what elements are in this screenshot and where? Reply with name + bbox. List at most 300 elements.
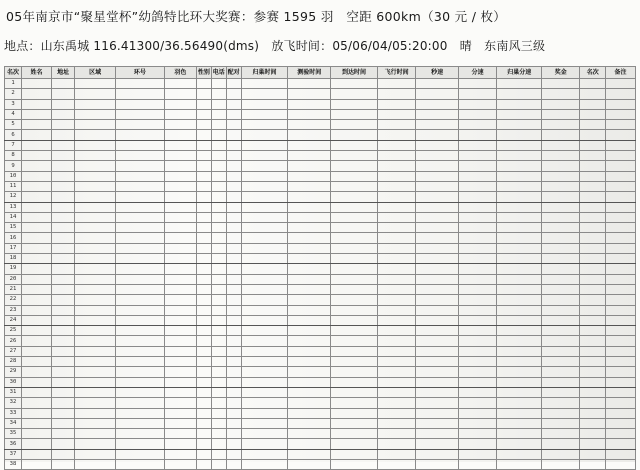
table-cell [211,243,226,253]
table-cell [580,284,606,294]
table-cell [288,264,331,274]
table-cell [51,336,74,346]
table-cell [211,305,226,315]
table-cell [75,264,116,274]
table-cell: 20 [5,274,22,284]
table-cell [458,305,496,315]
table-cell [458,243,496,253]
table-cell [542,192,580,202]
table-cell [458,233,496,243]
table-cell [115,387,164,397]
table-cell [497,398,542,408]
table-cell [22,377,52,387]
table-cell [226,295,241,305]
table-cell [606,171,636,181]
table-cell [51,439,74,449]
table-row [5,274,636,284]
column-header: 分速 [458,67,496,79]
table-cell [288,305,331,315]
table-cell [377,254,415,264]
table-cell [542,429,580,439]
table-cell: 7 [5,140,22,150]
table-cell [75,254,116,264]
table-cell [51,130,74,140]
table-cell [115,305,164,315]
table-cell [115,284,164,294]
table-cell [196,254,211,264]
table-cell [22,254,52,264]
table-cell [331,192,378,202]
table-cell [241,79,288,89]
table-cell [606,120,636,130]
table-cell [377,449,415,459]
table-cell [416,295,459,305]
table-cell: 9 [5,161,22,171]
table-cell [164,264,196,274]
table-cell [115,336,164,346]
table-cell [331,233,378,243]
table-cell [416,357,459,367]
table-row [5,346,636,356]
table-cell [164,449,196,459]
table-cell [115,439,164,449]
table-cell: 17 [5,243,22,253]
table-cell [497,171,542,181]
table-cell [458,140,496,150]
table-cell [416,398,459,408]
table-cell: 29 [5,367,22,377]
table-cell [75,171,116,181]
table-cell [580,274,606,284]
table-cell [580,161,606,171]
table-cell [542,459,580,469]
table-cell [580,346,606,356]
table-cell [164,181,196,191]
table-cell [115,151,164,161]
table-cell [288,398,331,408]
table-cell [331,418,378,428]
table-cell [331,429,378,439]
table-cell [497,357,542,367]
table-cell [416,418,459,428]
table-cell [416,326,459,336]
table-cell [377,377,415,387]
table-cell [51,120,74,130]
table-cell [606,346,636,356]
table-cell [51,181,74,191]
table-cell [580,181,606,191]
table-cell [226,130,241,140]
table-cell [497,336,542,346]
table-cell [497,202,542,212]
table-cell: 11 [5,181,22,191]
table-cell [22,181,52,191]
table-cell [458,357,496,367]
table-cell [164,223,196,233]
table-cell [196,202,211,212]
table-row [5,130,636,140]
table-cell [416,243,459,253]
table-cell [377,140,415,150]
table-cell [542,449,580,459]
table-cell [458,109,496,119]
table-cell [51,202,74,212]
table-cell [288,315,331,325]
table-row [5,171,636,181]
table-cell [75,109,116,119]
table-cell [497,109,542,119]
table-cell: 2 [5,89,22,99]
table-cell [288,120,331,130]
table-cell [75,315,116,325]
table-cell [164,295,196,305]
table-cell [226,181,241,191]
table-cell [241,315,288,325]
table-row [5,295,636,305]
table-cell [226,109,241,119]
table-cell [606,161,636,171]
table-cell [196,408,211,418]
table-cell: 21 [5,284,22,294]
column-header: 归巢时间 [241,67,288,79]
table-cell [196,120,211,130]
table-cell [75,89,116,99]
table-cell [164,89,196,99]
table-cell [115,398,164,408]
table-cell [211,192,226,202]
table-cell [331,264,378,274]
table-cell [241,274,288,284]
table-cell: 19 [5,264,22,274]
table-cell [580,233,606,243]
table-cell [115,264,164,274]
table-row [5,357,636,367]
table-cell [288,254,331,264]
table-cell [22,357,52,367]
column-header: 区域 [75,67,116,79]
table-cell: 14 [5,212,22,222]
table-cell [22,305,52,315]
table-cell [196,315,211,325]
table-row [5,109,636,119]
table-cell [115,89,164,99]
table-cell [288,223,331,233]
table-cell [196,418,211,428]
table-row [5,315,636,325]
table-cell [542,315,580,325]
table-cell [196,357,211,367]
table-cell [226,140,241,150]
table-cell [196,171,211,181]
table-cell [196,264,211,274]
table-cell [75,284,116,294]
table-cell [606,79,636,89]
table-cell [580,140,606,150]
table-cell [542,181,580,191]
table-cell [377,89,415,99]
table-cell [331,367,378,377]
table-cell [542,202,580,212]
table-cell [75,120,116,130]
table-cell [377,284,415,294]
table-cell [241,284,288,294]
table-cell [331,212,378,222]
table-cell [196,233,211,243]
table-cell [542,336,580,346]
table-cell [416,305,459,315]
table-cell [416,212,459,222]
table-cell [606,284,636,294]
table-cell [164,439,196,449]
table-cell [542,140,580,150]
table-cell [211,274,226,284]
table-cell [542,326,580,336]
table-cell [458,151,496,161]
table-cell [288,449,331,459]
table-cell [458,181,496,191]
table-cell [75,418,116,428]
table-cell: 13 [5,202,22,212]
table-cell [497,346,542,356]
table-cell [288,109,331,119]
table-cell [115,140,164,150]
table-cell [377,326,415,336]
table-cell: 10 [5,171,22,181]
table-cell [606,181,636,191]
table-cell [288,140,331,150]
table-cell [226,254,241,264]
table-row [5,336,636,346]
table-cell [196,387,211,397]
table-cell [22,449,52,459]
table-cell [497,223,542,233]
table-cell [542,295,580,305]
table-cell [542,346,580,356]
results-table [4,66,636,470]
table-cell [226,161,241,171]
table-cell [580,387,606,397]
table-cell [497,161,542,171]
table-cell [51,254,74,264]
table-cell [331,79,378,89]
table-cell [196,336,211,346]
table-cell [51,459,74,469]
table-cell [196,439,211,449]
table-cell [288,439,331,449]
table-cell [497,212,542,222]
table-cell: 15 [5,223,22,233]
table-cell [458,387,496,397]
table-cell [115,202,164,212]
table-cell [164,233,196,243]
table-cell [458,264,496,274]
table-cell [211,161,226,171]
table-cell [416,79,459,89]
table-cell [580,171,606,181]
table-cell [164,408,196,418]
table-cell [211,233,226,243]
results-table-area [4,66,636,468]
table-cell [22,151,52,161]
table-cell [22,367,52,377]
table-cell [497,449,542,459]
table-row [5,99,636,109]
table-cell [226,449,241,459]
table-cell [241,377,288,387]
table-cell: 34 [5,418,22,428]
table-cell [75,367,116,377]
table-cell [75,130,116,140]
table-cell [241,408,288,418]
table-row [5,151,636,161]
table-cell [542,264,580,274]
table-cell [288,367,331,377]
table-cell [22,439,52,449]
table-cell [226,192,241,202]
table-cell [164,305,196,315]
table-cell [22,336,52,346]
table-cell [241,243,288,253]
table-cell [226,398,241,408]
table-cell [606,109,636,119]
table-cell [51,408,74,418]
table-body [5,79,636,470]
table-cell [22,418,52,428]
table-cell [331,336,378,346]
table-cell [288,326,331,336]
table-cell [377,192,415,202]
table-cell [377,181,415,191]
table-cell [377,305,415,315]
table-cell [115,315,164,325]
table-cell: 25 [5,326,22,336]
table-cell [211,315,226,325]
table-cell [196,109,211,119]
table-cell [606,264,636,274]
table-cell [580,202,606,212]
table-cell [196,305,211,315]
table-cell [416,274,459,284]
table-cell [226,408,241,418]
table-cell [226,315,241,325]
table-cell [580,418,606,428]
table-cell [542,284,580,294]
table-cell [22,130,52,140]
table-cell [115,459,164,469]
table-cell [331,161,378,171]
table-cell [75,429,116,439]
table-cell [606,130,636,140]
table-cell [51,274,74,284]
table-cell [497,326,542,336]
table-cell [22,171,52,181]
table-cell [115,346,164,356]
table-cell [458,295,496,305]
table-cell [196,181,211,191]
table-cell [458,202,496,212]
table-cell [226,171,241,181]
table-cell [22,429,52,439]
table-cell [331,459,378,469]
table-header-row [5,67,636,79]
table-cell: 4 [5,109,22,119]
table-cell [164,315,196,325]
table-cell [331,439,378,449]
table-cell [226,274,241,284]
table-cell [497,79,542,89]
table-cell: 37 [5,449,22,459]
table-cell [51,284,74,294]
table-cell: 31 [5,387,22,397]
table-cell [51,449,74,459]
table-cell: 18 [5,254,22,264]
table-cell [196,161,211,171]
table-cell [331,377,378,387]
table-cell [606,408,636,418]
table-cell [288,99,331,109]
table-cell [580,264,606,274]
table-cell [164,346,196,356]
table-cell [226,243,241,253]
table-cell [115,367,164,377]
table-cell [241,326,288,336]
table-cell [416,181,459,191]
table-cell [377,212,415,222]
table-cell [211,295,226,305]
table-cell [22,109,52,119]
table-cell [331,202,378,212]
table-cell [75,181,116,191]
table-cell [580,367,606,377]
table-cell [606,99,636,109]
table-cell [211,429,226,439]
table-cell [115,223,164,233]
table-cell [288,212,331,222]
table-cell [606,326,636,336]
table-cell [377,429,415,439]
table-cell [458,130,496,140]
table-cell [196,274,211,284]
table-cell [416,429,459,439]
table-cell [331,284,378,294]
column-header: 飞行时间 [377,67,415,79]
table-cell [196,429,211,439]
table-row [5,243,636,253]
table-cell [458,418,496,428]
table-cell: 16 [5,233,22,243]
table-cell [580,151,606,161]
table-cell [51,161,74,171]
table-cell [75,223,116,233]
table-cell [542,398,580,408]
table-cell [458,346,496,356]
table-cell [115,274,164,284]
table-row [5,181,636,191]
table-cell [458,223,496,233]
table-cell [416,367,459,377]
table-cell [196,130,211,140]
table-cell [22,212,52,222]
table-cell [288,202,331,212]
table-cell [580,459,606,469]
table-cell [164,151,196,161]
table-cell [331,89,378,99]
table-cell [226,223,241,233]
table-cell [416,377,459,387]
table-cell [377,223,415,233]
column-header: 环号 [115,67,164,79]
table-cell [226,99,241,109]
